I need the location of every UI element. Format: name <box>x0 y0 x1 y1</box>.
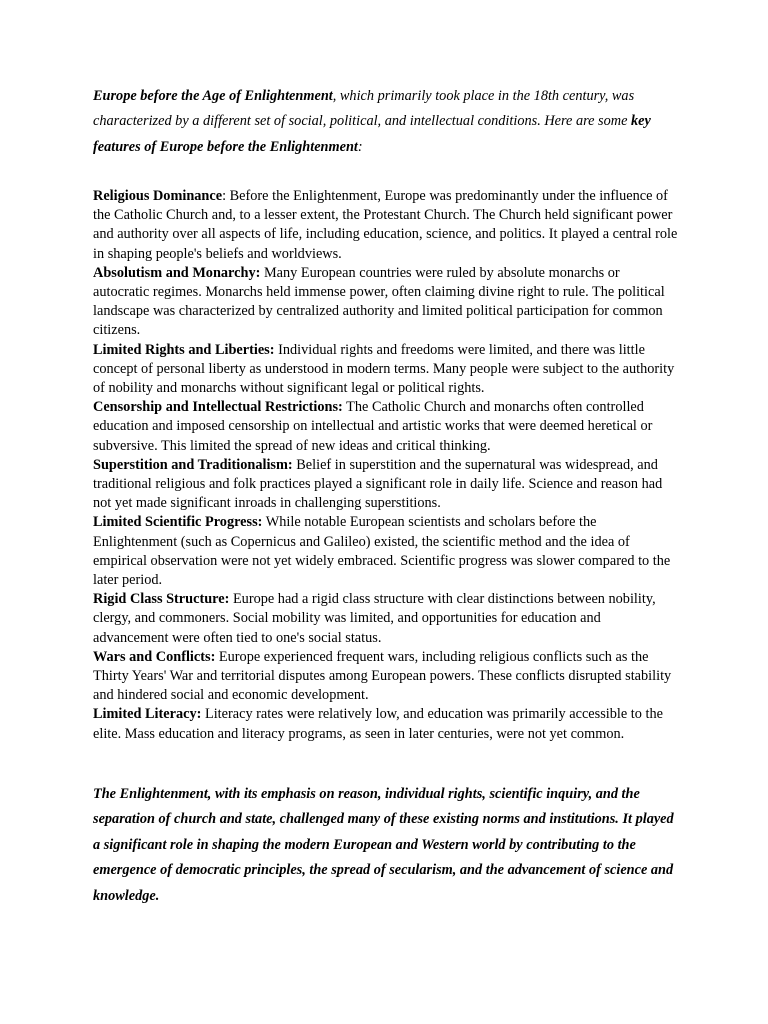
feature-text: Belief in superstition and the supernatural was widespread, and traditional religious and folk practices played a significant role in daily life. Science and reason had not yet made significant inroads in challenging superstitions. <box>93 456 663 512</box>
feature-text: Before the Enlightenment, Europe was predominantly under the influence of the Catholic Church and, to a lesser extent, the Protestant Church. The Church held significant power and authority over all aspects of life, including education, science, and politics. It played a central role in shaping people's beliefs and worldviews. <box>93 188 678 262</box>
feature-title: Limited Rights and Liberties: <box>93 341 275 358</box>
intro-paragraph <box>93 84 678 160</box>
feature-title: Limited Scientific Progress: <box>93 514 263 531</box>
feature-superstition <box>93 456 678 514</box>
feature-title: Limited Literacy: <box>93 706 202 723</box>
feature-title: Censorship and Intellectual Restrictions: <box>93 399 343 416</box>
feature-class-structure <box>93 590 678 648</box>
feature-text: Individual rights and freedoms were limited, and there was little concept of personal liberty as understood in modern terms. Many people were subject to the authority of nobility and monarchs without significant legal or political rights. <box>93 341 675 397</box>
feature-list <box>93 187 678 744</box>
feature-title: Rigid Class Structure: <box>93 591 230 608</box>
feature-limited-rights <box>93 341 678 399</box>
feature-text: Many European countries were ruled by absolute monarchs or autocratic regimes. Monarchs held immense power, often claiming divine right to rule. The political landscape was characterized by centralized authority and limited political participation for common citizens. <box>93 264 665 339</box>
conclusion-paragraph: The Enlightenment, with its emphasis on reason, individual rights, scientific inquiry, and the separation of church and state, challenged many of these existing norms and institutions. It played a significant role in shaping the modern European and Western world by contributing to the emergence of democratic principles, the spread of secularism, and the advancement of science and knowledge. <box>93 786 674 904</box>
feature-title: Wars and Conflicts: <box>93 648 216 665</box>
feature-censorship <box>93 398 678 456</box>
feature-absolutism <box>93 264 678 341</box>
feature-title: Absolutism and Monarchy: <box>93 264 261 281</box>
feature-literacy <box>93 705 678 743</box>
intro-subject: Europe before the Age of Enlightenment <box>93 88 333 104</box>
feature-wars-conflicts <box>93 648 678 706</box>
intro-text: , which primarily took place in the 18th century, was characterized by a different set of social, political, and intellectual conditions. Here are some <box>93 88 635 130</box>
intro-emphasis: key features of Europe before the Enlightenment <box>93 113 651 155</box>
feature-separator: : <box>222 188 230 204</box>
feature-title: Religious Dominance <box>93 188 223 204</box>
feature-text: The Catholic Church and monarchs often controlled education and imposed censorship on intellectual and artistic works that were deemed heretical or subversive. This limited the spread of new ideas and critical thinking. <box>93 399 653 454</box>
intro-colon: : <box>357 138 363 155</box>
feature-text: Europe experienced frequent wars, including religious conflicts such as the Thirty Years' War and territorial disputes among European powers. These conflicts disrupted stability and hindered social and economic development. <box>93 648 672 704</box>
feature-scientific-progress <box>93 513 678 590</box>
feature-religious-dominance <box>93 187 678 264</box>
feature-text: Literacy rates were relatively low, and education was primarily accessible to the elite. Mass education and literacy programs, as seen in later centuries, were not yet common. <box>93 706 663 742</box>
feature-title: Superstition and Traditionalism: <box>93 456 293 473</box>
feature-text: Europe had a rigid class structure with clear distinctions between nobility, clergy, and commoners. Social mobility was limited, and opportunities for education and advancement were often tied to one's social status. <box>93 591 656 646</box>
feature-text: While notable European scientists and scholars before the Enlightenment (such as Copernicus and Galileo) existed, the scientific method and the idea of empirical observation were not yet widely embraced. Scientific progress was slower compared to the later period. <box>93 514 671 589</box>
